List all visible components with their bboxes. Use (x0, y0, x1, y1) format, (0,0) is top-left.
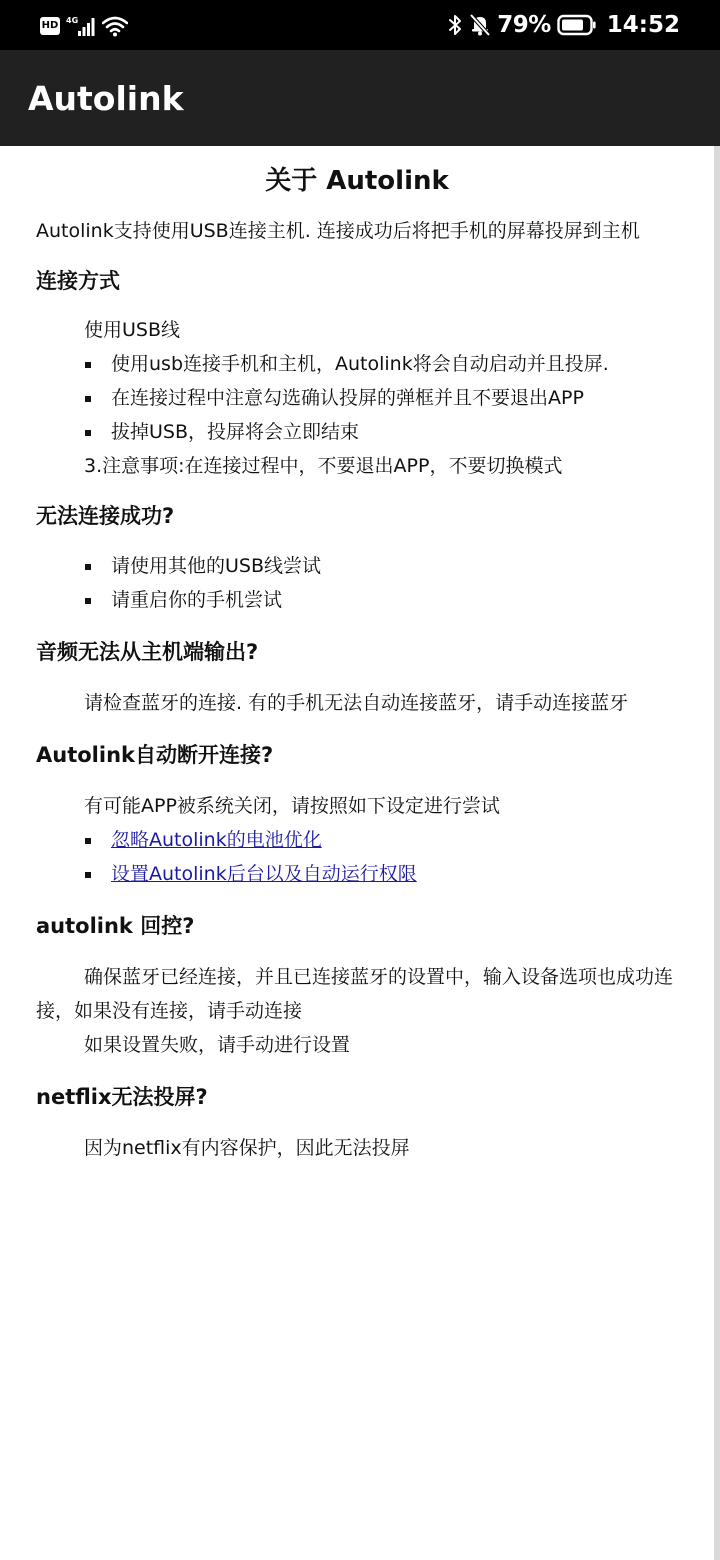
page-title: 关于 Autolink (265, 166, 449, 196)
battery-optimization-link[interactable]: 忽略Autolink的电池优化 (111, 829, 322, 851)
reverse-control-note: 如果设置失败，请手动进行设置 (84, 1034, 351, 1056)
status-bar (0, 0, 720, 50)
auto-disconnect-links (36, 823, 678, 891)
list-item (36, 857, 678, 891)
clock: 14:52 (606, 12, 680, 38)
section-title-audio-output: 音频无法从主机端输出? (36, 640, 259, 664)
section-title-reverse-control: autolink 回控? (36, 914, 195, 938)
list-item: 拔掉USB，投屏将会立即结束 (36, 415, 678, 449)
section-lead-audio-output: 请检查蓝牙的连接. 有的手机无法自动连接蓝牙，请手动连接蓝牙 (84, 692, 629, 714)
status-left (40, 12, 134, 40)
section-lead-reverse-control: 确保蓝牙已经连接，并且已连接蓝牙的设置中，输入设备选项也成功连接，如果没有连接，请手动连接 (36, 966, 674, 1022)
list-item: 请重启你的手机尝试 (36, 583, 678, 617)
network-type-label: 4G (66, 16, 79, 25)
connection-note: 3.注意事项:在连接过程中，不要退出APP，不要切换模式 (84, 455, 563, 477)
app-title: Autolink (28, 78, 184, 118)
section-title-auto-disconnect: Autolink自动断开连接? (36, 743, 274, 767)
section-lead-netflix: 因为netflix有内容保护，因此无法投屏 (84, 1137, 410, 1159)
section-title-connection-method: 连接方式 (36, 269, 120, 293)
section-lead-auto-disconnect: 有可能APP被系统关闭，请按照如下设定进行尝试 (84, 795, 500, 817)
connection-steps-list (36, 347, 678, 449)
app-bar (0, 50, 720, 146)
scrollbar[interactable] (714, 146, 720, 1560)
battery-icon (557, 14, 597, 36)
about-content[interactable] (0, 146, 714, 1560)
bell-muted-icon (469, 13, 491, 37)
list-item: 在连接过程中注意勾选确认投屏的弹框并且不要退出APP (36, 381, 678, 415)
list-item (36, 823, 678, 857)
list-item: 请使用其他的USB线尝试 (36, 549, 678, 583)
section-title-netflix: netflix无法投屏? (36, 1085, 208, 1109)
section-lead-connection-method: 使用USB线 (84, 319, 181, 341)
battery-percent: 79% (497, 12, 551, 38)
list-item: 使用usb连接手机和主机，Autolink将会自动启动并且投屏. (36, 347, 678, 381)
intro-text: Autolink支持使用USB连接主机. 连接成功后将把手机的屏幕投屏到主机 (36, 220, 640, 242)
hd-badge-icon: HD (40, 17, 60, 35)
cellular-signal-icon (66, 15, 96, 37)
connect-failed-list (36, 549, 678, 617)
status-right (441, 10, 680, 40)
wifi-icon (102, 15, 128, 37)
background-autostart-link[interactable]: 设置Autolink后台以及自动运行权限 (111, 863, 417, 885)
section-title-connect-failed: 无法连接成功? (36, 504, 175, 528)
bluetooth-icon (447, 13, 463, 37)
